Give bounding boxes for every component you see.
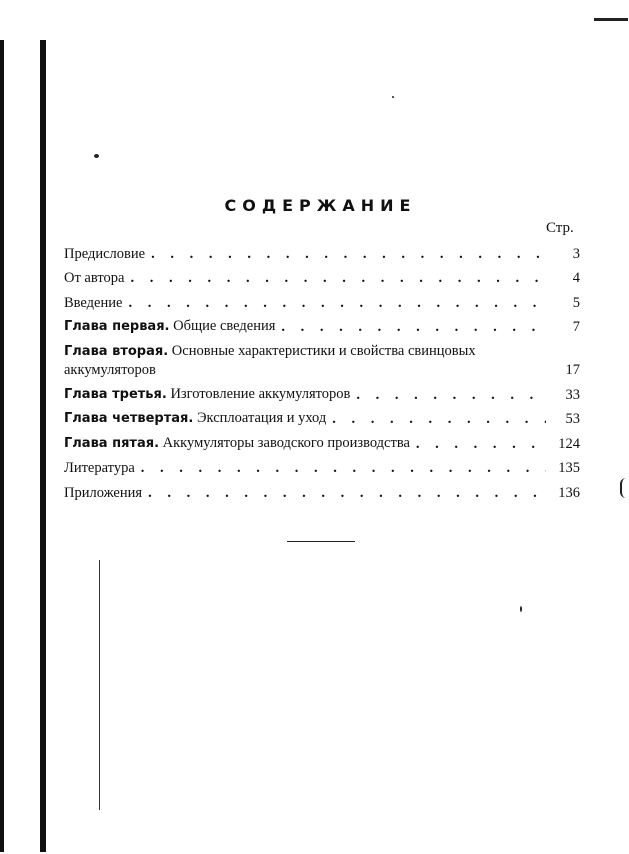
toc-entry-page: 136 — [558, 484, 580, 501]
leader-dots — [356, 386, 546, 404]
toc-entry — [64, 287, 580, 312]
margin-scan-mark — [620, 478, 626, 498]
toc-heading: СОДЕРЖАНИЕ — [224, 196, 417, 215]
chapter-label: Глава вторая. — [64, 344, 169, 359]
toc-entry-title: Введение — [64, 294, 123, 311]
leader-dots — [281, 318, 546, 336]
corner-scan-mark — [594, 18, 628, 21]
chapter-label: Глава пятая. — [64, 435, 160, 451]
toc-entry-page: 135 — [558, 460, 580, 476]
toc-entry-page: 7 — [572, 319, 580, 335]
toc-entry-title: Изготовление аккумуляторов — [170, 385, 351, 402]
leader-dots — [151, 245, 546, 263]
toc-entry — [64, 404, 580, 429]
toc-list — [64, 238, 580, 502]
toc-entry-title: Литература — [64, 460, 135, 476]
binding-edge-shadow — [0, 40, 4, 852]
toc-entry — [64, 477, 580, 502]
leader-dots — [148, 484, 546, 502]
toc-entry — [64, 312, 580, 337]
toc-entry-page: 53 — [565, 411, 580, 427]
toc-entry — [64, 428, 580, 453]
toc-entry-title: От автора — [64, 270, 125, 286]
end-rule — [287, 541, 355, 542]
toc-entry — [64, 238, 580, 263]
toc-entry-text — [64, 434, 410, 453]
chapter-label: Глава четвертая. — [64, 411, 194, 426]
toc-entry-text — [64, 317, 275, 336]
toc-entry-page: 124 — [558, 435, 580, 452]
toc-entry-page: 3 — [572, 245, 580, 262]
chapter-label: Глава первая. — [64, 319, 170, 334]
scan-speck — [520, 606, 522, 612]
toc-entry — [64, 263, 580, 288]
leader-dots — [332, 410, 546, 428]
toc-entry-title: Предисловие — [64, 245, 146, 262]
toc-entry-text — [64, 409, 326, 428]
toc-entry-page: 33 — [565, 386, 580, 403]
toc-entry-text — [64, 342, 541, 379]
toc-entry — [64, 379, 580, 404]
page-column-label: Стр. — [546, 220, 574, 236]
toc-entry-title: Аккумуляторы заводского производства — [162, 434, 410, 451]
toc-entry — [64, 336, 580, 379]
toc-entry-title: Общие сведения — [173, 318, 276, 334]
toc-entry-title: Основные характеристики и свойства свинцовых аккумуляторов — [64, 343, 476, 378]
page-edge-line — [99, 560, 100, 810]
toc-entry-title: Эксплоатация и уход — [196, 410, 327, 426]
toc-entry-text — [64, 385, 350, 404]
chapter-label: Глава третья. — [64, 386, 167, 402]
leader-dots — [130, 269, 546, 287]
toc-entry-page: 4 — [572, 270, 580, 286]
scan-speck — [392, 96, 394, 98]
toc-entry-title: Приложения — [64, 484, 143, 501]
binding-edge-line — [40, 40, 46, 852]
leader-dots — [141, 459, 546, 477]
scan-speck — [94, 154, 99, 158]
toc-entry — [64, 453, 580, 478]
toc-entry-page: 17 — [565, 362, 580, 378]
leader-dots — [416, 435, 546, 453]
toc-entry-page: 5 — [572, 294, 580, 311]
leader-dots — [128, 294, 546, 312]
